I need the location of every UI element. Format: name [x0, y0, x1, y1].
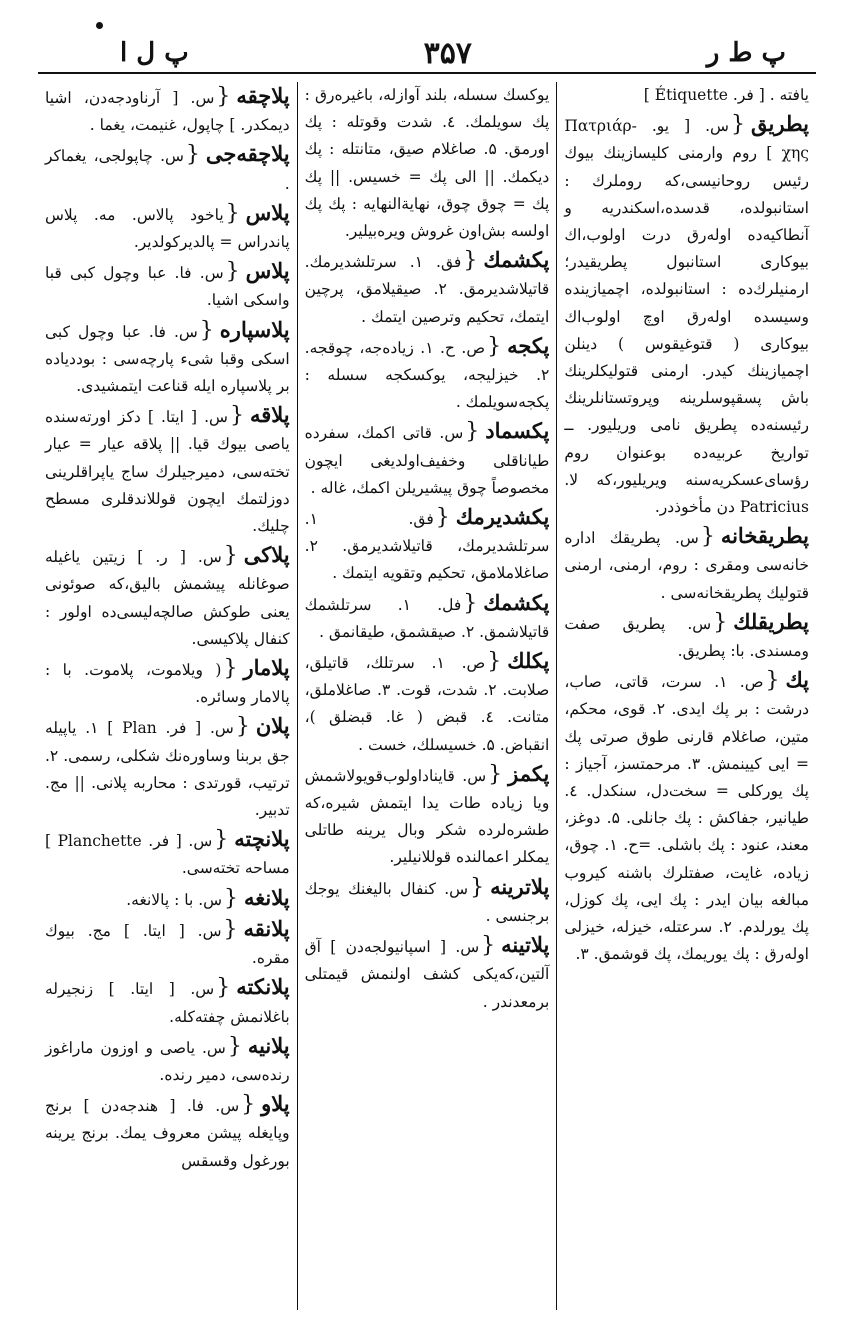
dictionary-entry	[45, 257, 290, 314]
dictionary-entry	[305, 589, 550, 646]
dictionary-entry	[45, 1090, 290, 1175]
entry-headword: پلامار	[243, 655, 290, 681]
brace-glyph: {	[488, 761, 503, 787]
dictionary-entry	[305, 503, 550, 588]
brace-glyph: {	[227, 1033, 242, 1059]
column-middle	[298, 82, 557, 1310]
entry-headword: پك	[785, 667, 809, 693]
entry-headword: پلانغه	[244, 884, 290, 910]
entry-definition: س. یاصی و اوزون ماراغوز رنده‌سی، دمیر رنده.	[44, 1038, 290, 1084]
brace-glyph: {	[765, 668, 780, 694]
entry-headword: پلانچته	[234, 826, 290, 852]
dictionary-entry	[45, 884, 290, 914]
brace-glyph: {	[214, 827, 229, 853]
dictionary-entry	[305, 873, 550, 930]
column-left	[38, 82, 297, 1310]
entry-definition: س. چاپولجی، یغماکر .	[44, 147, 290, 193]
dictionary-entry	[305, 931, 550, 1016]
entry-definition: ص. ح. ۱. زیاده‌جه، چوقجه. ۲. خیزلیجه، یوکسکجه سسله : پکجه‌سویلمك .	[304, 338, 550, 412]
brace-glyph: {	[225, 200, 240, 226]
brace-glyph: {	[241, 1092, 256, 1118]
entry-definition: ص. ۱. سرتلك، قاتیلق، صلابت. ۲. شدت، قوت. ۳. صاغلاملق، متانت. ٤. قبض ( غا. قبضلق )، انقباض. ۵. خسیسلك، خست .	[304, 654, 550, 754]
brace-glyph: {	[216, 975, 231, 1001]
dictionary-entry	[45, 712, 290, 824]
brace-glyph: {	[223, 916, 238, 942]
dictionary-entry	[45, 316, 290, 401]
brace-glyph: {	[700, 524, 715, 550]
dictionary-entry	[305, 82, 550, 245]
column-right	[557, 82, 816, 1310]
dictionary-entry	[45, 401, 290, 540]
entry-headword: پکشدیرمك	[455, 504, 550, 530]
entry-definition: س. [ فر. Planchette ] مساحه تخته‌سی.	[44, 832, 290, 878]
entry-headword: پکلك	[507, 648, 550, 674]
brace-glyph: {	[481, 933, 496, 959]
dictionary-entry	[564, 110, 809, 521]
brace-glyph: {	[229, 403, 244, 429]
brace-glyph: {	[463, 248, 478, 274]
brace-glyph: {	[223, 656, 238, 682]
entry-definition: س. [ ایتا. ] مج. بیوك مقره.	[44, 921, 290, 968]
entry-headword: پلان	[255, 713, 290, 739]
entry-headword: پکمز	[508, 760, 550, 786]
entry-definition: س. قاتی اکمك، سفرده طیاناقلی وخفیف‌اولدیغی ایچون مخصوصاً چوق پیشیریلن اکمك، غاله .	[304, 424, 550, 497]
entry-headword: پلانیه	[247, 1032, 290, 1058]
dictionary-entry	[564, 608, 809, 665]
entry-definition: ( ویلاموت، پلاموت. با : پالامار وسائره.	[44, 661, 290, 707]
brace-glyph: {	[470, 874, 485, 900]
brace-glyph: {	[185, 142, 200, 168]
page-number: ۳۵۷	[423, 35, 472, 71]
entry-headword: پلاتینه	[501, 932, 550, 958]
brace-glyph: {	[225, 259, 240, 285]
entry-headword: پلاسپاره	[219, 316, 290, 342]
brace-glyph: {	[713, 609, 728, 635]
entry-definition: فق. ۱. سرتلشدیرمك. قاتیلاشدیرمق. ۲. صیقیلامق، پرچین ایتمك، تحکیم وترصین ایتمك .	[304, 253, 550, 326]
dictionary-entry	[45, 973, 290, 1030]
entry-definition: س. کنفال بالیغنك یوجك برجنسی .	[304, 879, 550, 925]
entry-headword: پطریقلك	[733, 608, 809, 634]
entry-headword: پطریقخانه	[720, 523, 809, 549]
dictionary-entry	[45, 915, 290, 972]
dictionary-entry	[305, 332, 550, 417]
entry-definition: س. [ فر. Plan ] ۱. یاپیله جق بربنا وساوره‌نك شکلی، رسمی. ۲. ترتیب، قورتدی : محاربه پلانی. || مج. تدبیر.	[44, 719, 290, 820]
brace-glyph: {	[235, 714, 250, 740]
entry-definition: س. [ یو. Πατριάρ‑ χης ] روم وارمنی کلیسازینك بیوك رئیس روحانیسی،که روملرك : استانبولده، قدسده،اسکندریه و آنطاکیه‌ده اوله‌رق درت اولوب،اك بیوکاری استانبول پطریقیدر؛ ارمنیلرك‌ده : استانبولده، اچمیازینده وسیسده اوله‌رق اوچ اولوب‌اك بیوکاری ( قتوغیقوس ) دینلن اچمیازینك کیدر. ارمنی قتولیکلرینك باش پسقپوسلرینه وپروتستانلرینك رئیسنه‌ده پطریق نامی وریلیور. ــ تواریخ عربیه‌ده بوعنوان روم رؤسای‌عسکریه‌سنه ویریلیور،که لا. Patricius دن مأخوذدر.	[564, 117, 809, 517]
dictionary-entry	[564, 666, 809, 968]
dictionary-entry	[305, 246, 550, 331]
entry-definition: س. فا. عبا وچول کبی قبا واسکی اشیا.	[44, 264, 290, 310]
entry-definition: س. [ ایتا. ] زنجیرله باغلانمش چفته‌کله.	[44, 980, 290, 1026]
page-dot	[96, 22, 103, 29]
entry-headword: پلاقه	[249, 402, 290, 428]
dictionary-entry	[45, 541, 290, 653]
entry-definition: س. فا. [ هندجه‌دن ] برنج وپایغله پیشن معروف یمك. برنج یرینه بورغول وقسقس	[44, 1097, 290, 1170]
brace-glyph: {	[730, 112, 745, 138]
entry-definition: س. [ ایتا. ] دکز اورته‌سنده یاصی بیوك قیا. || پلاقه عیار = عیار تخته‌سی، دمیرجیلرك ساج یاپراقلرینی دوزلتمك ایچون قوللاندقلری مسطح چلیك.	[44, 408, 290, 536]
entry-definition: س. فا. عبا وچول کبی اسکی وقبا شیء پارچه‌سی : بوددیاده بر پلاسپاره ایله قناعت ایتمشیدی.	[44, 322, 290, 396]
brace-glyph: {	[224, 885, 239, 911]
entry-headword: پلانقه	[243, 915, 290, 941]
dictionary-entry	[564, 82, 809, 109]
entry-definition: س. قایناداولوب‌قویولاشمش ویا زیاده طات یدا ایتمش شیره،که طشره‌لرده شکر وبال یرینه طاتلی یمکلر اعمالنده قوللانیلیر.	[304, 766, 550, 867]
entry-definition: س. پطریقك اداره خانه‌سی ومقری : روم، ارمنی، ارمنی قتولیك پطریقخانه‌سی .	[564, 529, 809, 602]
header-rule	[38, 72, 816, 74]
entry-headword: پکجه	[507, 332, 550, 358]
entry-definition: س. [ ر. ] زیتین یاغیله صوغانله پیشمش بالیق،که صوئونی یعنی طوکش صالچه‌لیسی‌ده اولور : کنفال پلاکیسی.	[44, 548, 290, 648]
dictionary-entry	[45, 82, 290, 139]
dictionary-entry	[45, 654, 290, 711]
brace-glyph: {	[487, 649, 502, 675]
entry-definition: س. با : پالانغه.	[126, 890, 223, 909]
entry-headword: پلاچقه	[236, 83, 290, 108]
dictionary-entry	[45, 140, 290, 197]
entry-definition: فل. ۱. سرتلشمك قاتیلاشمق. ۲. صیقشمق، طیقانمق .	[304, 595, 550, 641]
brace-glyph: {	[463, 590, 478, 616]
entry-definition: یافته . [ فر. Étiquette ]	[643, 86, 809, 104]
dictionary-entry	[305, 417, 550, 502]
dictionary-entry	[305, 760, 550, 872]
brace-glyph: {	[465, 419, 480, 445]
dictionary-entry	[45, 825, 290, 882]
brace-glyph: {	[487, 333, 502, 359]
entry-headword: پلاترینه	[490, 873, 550, 899]
brace-glyph: {	[435, 505, 450, 531]
entry-headword: پکشمك	[483, 247, 550, 273]
entry-headword: پلاچقه‌جی	[205, 141, 290, 167]
dictionary-entry	[45, 199, 290, 256]
dictionary-columns	[38, 82, 816, 1310]
entry-headword: پکسماد	[485, 418, 550, 444]
entry-definition: فق. ۱. سرتلشدیرمك، قاتیلاشدیرمق. ۲. صاغلاملامق، تحکیم وتقویه ایتمك .	[304, 510, 550, 583]
entry-definition: یوکسك سسله، بلند آوازله، باغیره‌رق : پك سویلمك. ٤. شدت وقوتله : پك اورمق. ۵. صاغلام صیق، متانتله : پك دیکمك. || الی پك = خسیس. || پك پك = چوق چوق، نهایةالنهایه : پك پك اولسه بش‌اون غروش ویره‌بیلیر.	[304, 86, 550, 241]
header-left-letters: پ ل ا	[120, 38, 189, 68]
entry-definition: یاخود پالاس. مه. پلاس پاندراس = پالدیرکولدیر.	[44, 205, 290, 252]
entry-definition: س. [ اسپانیولجه‌دن ] آق آلتین،که‌یکی کشف اولنمش قیمتلی برمعدندر .	[304, 938, 550, 1011]
dictionary-entry	[305, 647, 550, 759]
entry-headword: پلاو	[261, 1091, 290, 1117]
entry-headword: پلاس	[245, 199, 290, 225]
brace-glyph: {	[223, 543, 238, 569]
entry-headword: پلانکته	[236, 974, 290, 1000]
brace-glyph: {	[199, 317, 214, 343]
entry-definition: ص. ۱. سرت، قاتی، صاب، درشت : بر پك ایدی. ۲. قوی، محکم، متین، صاغلام قارنی طوق صرتی پك = ایی کیینمش. ۳. مرحمتسز، آجیاز : پك یورکلی = سخت‌دل، سنکدل. ٤. طیانیر، جفاکش : پك جانلی. ۵. دوغز، معند، عنود : پك باشلی. =ح. ۱. چوق، زیاده، غایت، صفتلرك باشنه کیروب مبالغه بیان ایدر : پك ایی، پك کوزل، پك یورلدم. ۲. سرعتله، خیزله، خیزلی اوله‌رق : پك یوریمك، پك قوشمق. ۳.	[564, 673, 810, 964]
entry-headword: پکشمك	[483, 589, 550, 615]
entry-headword: پلاکی	[243, 542, 290, 568]
entry-definition: س. [ آرناودجه‌دن، اشیا دیمکدر. ] چاپول، غنیمت، یغما .	[44, 89, 290, 135]
dictionary-entry	[564, 522, 809, 607]
brace-glyph: {	[216, 84, 231, 109]
entry-headword: پلاس	[245, 258, 290, 284]
dictionary-entry	[45, 1032, 290, 1089]
page-header	[38, 36, 816, 70]
entry-definition: س. پطریق صفت ومسندی. با: پطریق.	[564, 614, 809, 661]
entry-headword: پطریق	[750, 111, 809, 137]
header-right-letters: پ ط ر	[706, 38, 786, 68]
